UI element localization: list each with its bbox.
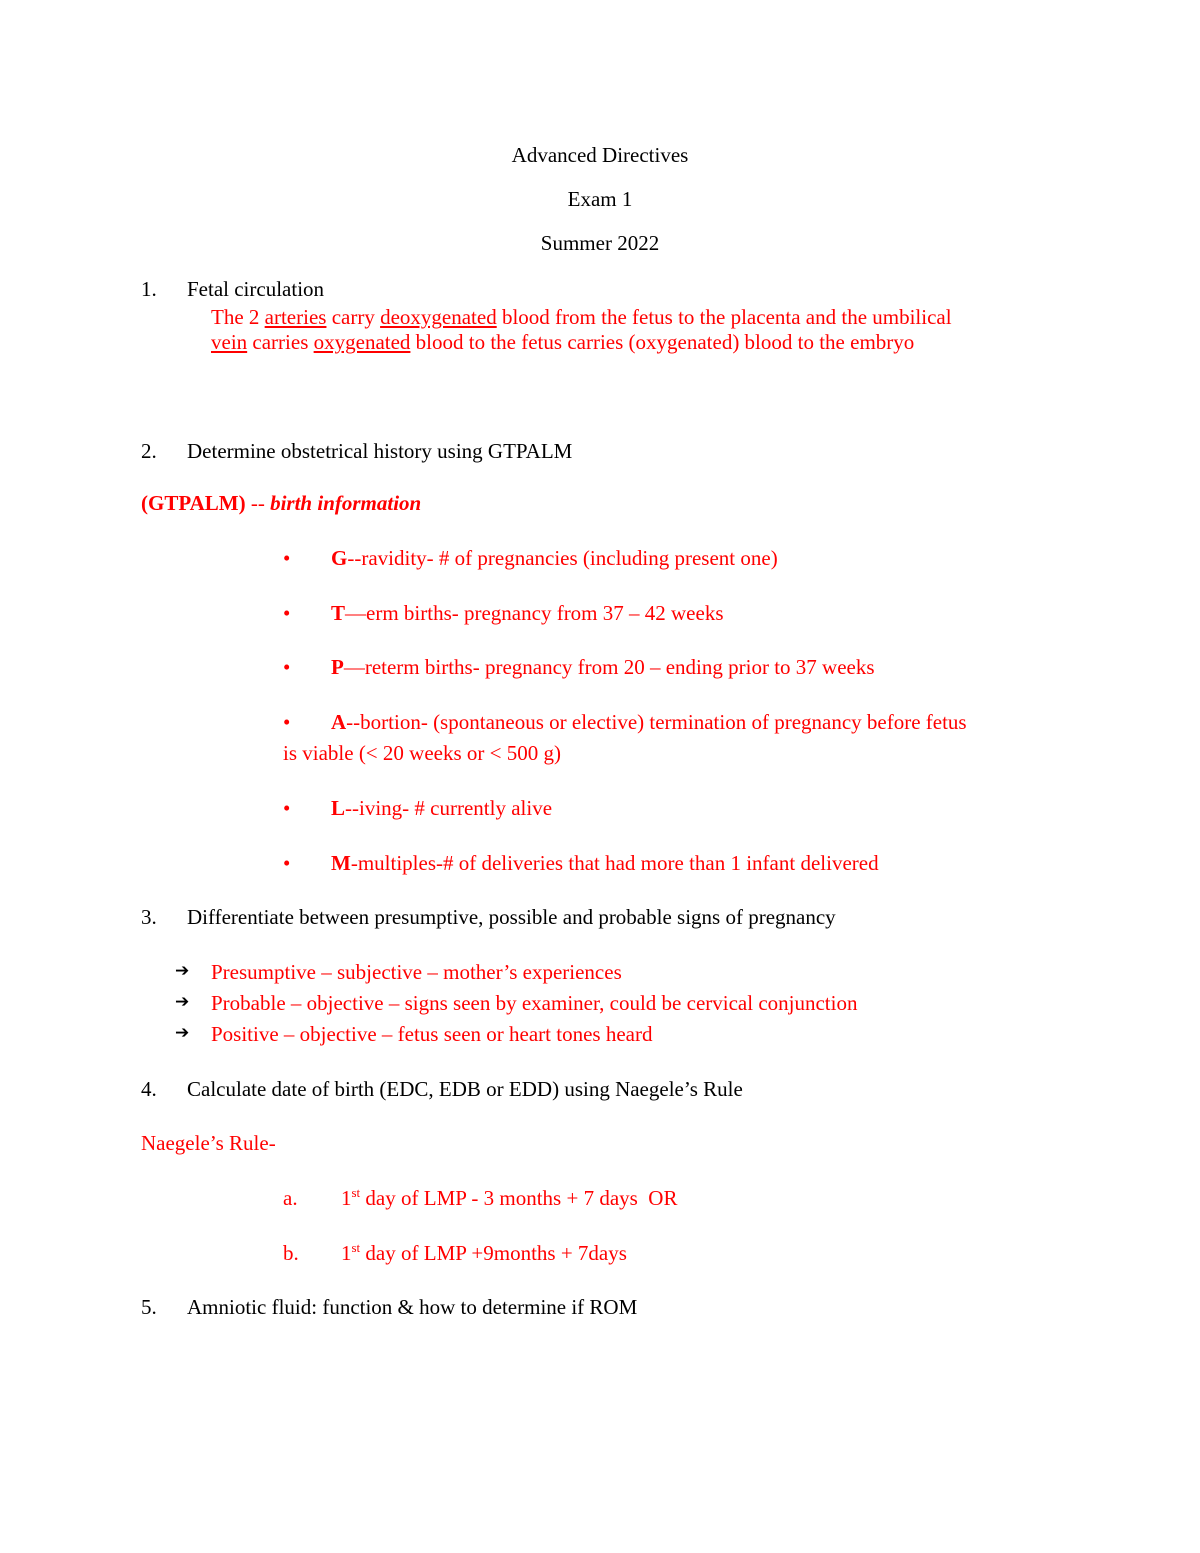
gtpalm-text: --bortion- (spontaneous or elective) termination of pregnancy before fetus	[346, 710, 967, 734]
bullet-icon: •	[283, 546, 291, 570]
naegele-item-a	[341, 1186, 677, 1211]
naegele-day-number: 1	[341, 1241, 352, 1265]
sign-presumptive: Presumptive – subjective – mother’s experiences	[211, 960, 622, 984]
q5-number: 5.	[141, 1295, 157, 1319]
gtpalm-item-t	[283, 601, 724, 626]
arrow-icon: ➔	[175, 961, 190, 981]
gtpalm-heading-label: (GTPALM)	[141, 491, 246, 515]
bullet-icon: •	[283, 851, 291, 875]
naegele-day-number: 1	[341, 1186, 352, 1210]
gtpalm-heading-separator: --	[245, 491, 271, 515]
gtpalm-item-g	[283, 546, 778, 571]
q1-answer-underlined: vein	[211, 330, 248, 354]
q1-answer-underlined: oxygenated	[313, 330, 411, 354]
bullet-icon: •	[283, 601, 291, 625]
gtpalm-heading-subtitle: birth information	[270, 491, 422, 515]
q1-number: 1.	[141, 277, 157, 301]
q3-title: Differentiate between presumptive, possible and probable signs of pregnancy	[187, 905, 836, 929]
naegele-item-b	[341, 1241, 627, 1266]
gtpalm-letter: L	[331, 796, 346, 820]
q1-answer-text: carries	[247, 330, 314, 354]
bullet-icon: •	[283, 796, 291, 820]
gtpalm-text: --iving- # currently alive	[345, 796, 553, 820]
naegele-formula: day of LMP - 3 months + 7 days OR	[360, 1186, 678, 1210]
naegele-item-a-label: a.	[283, 1186, 298, 1210]
q1-answer-text: The 2	[211, 305, 265, 329]
q1-answer-text: blood to the fetus carries (oxygenated) blood to the embryo	[410, 330, 915, 354]
gtpalm-item-a	[283, 710, 967, 735]
q3-number: 3.	[141, 905, 157, 929]
q2-title: Determine obstetrical history using GTPALM	[187, 439, 573, 463]
q1-answer-underlined: deoxygenated	[380, 305, 497, 329]
gtpalm-text: —erm births- pregnancy from 37 – 42 weeks	[345, 601, 724, 625]
q4-title: Calculate date of birth (EDC, EDB or EDD) using Naegele’s Rule	[187, 1077, 743, 1101]
arrow-icon: ➔	[175, 1023, 190, 1043]
gtpalm-text: -multiples-# of deliveries that had more than 1 infant delivered	[350, 851, 879, 875]
q4-number: 4.	[141, 1077, 157, 1101]
gtpalm-letter: G	[331, 546, 348, 570]
naegele-formula: day of LMP +9months + 7days	[360, 1241, 627, 1265]
q1-answer-text: blood from the fetus to the placenta and the umbilical	[496, 305, 952, 329]
arrow-icon: ➔	[175, 992, 190, 1012]
q2-number: 2.	[141, 439, 157, 463]
bullet-icon: •	[283, 655, 291, 679]
gtpalm-letter: M	[331, 851, 351, 875]
gtpalm-letter: P	[331, 655, 344, 679]
gtpalm-item-m	[283, 851, 879, 876]
q1-answer-line-2	[211, 330, 914, 355]
gtpalm-heading	[141, 491, 421, 516]
gtpalm-text: —reterm births- pregnancy from 20 – ending prior to 37 weeks	[343, 655, 875, 679]
sign-positive: Positive – objective – fetus seen or heart tones heard	[211, 1022, 653, 1046]
exam-label: Exam 1	[567, 187, 633, 211]
sign-probable: Probable – objective – signs seen by examiner, could be cervical conjunction	[211, 991, 858, 1015]
naegele-ordinal: st	[351, 1240, 361, 1255]
q1-answer-line-1	[211, 305, 952, 330]
gtpalm-item-p	[283, 655, 875, 680]
naegele-item-b-label: b.	[283, 1241, 299, 1265]
naegele-rule-label: Naegele’s Rule-	[141, 1131, 276, 1155]
gtpalm-item-a-continued: is viable (< 20 weeks or < 500 g)	[283, 741, 561, 765]
bullet-icon: •	[283, 710, 291, 734]
document-title: Advanced Directives	[511, 143, 689, 167]
q1-title: Fetal circulation	[187, 277, 325, 301]
q5-title: Amniotic fluid: function & how to determine if ROM	[187, 1295, 638, 1319]
naegele-ordinal: st	[351, 1185, 361, 1200]
gtpalm-item-l	[283, 796, 552, 821]
gtpalm-letter: A	[331, 710, 347, 734]
q1-answer-text: carry	[326, 305, 381, 329]
term-label: Summer 2022	[540, 231, 660, 255]
q1-answer-underlined: arteries	[264, 305, 327, 329]
gtpalm-text: --ravidity- # of pregnancies (including present one)	[347, 546, 778, 570]
gtpalm-letter: T	[331, 601, 346, 625]
